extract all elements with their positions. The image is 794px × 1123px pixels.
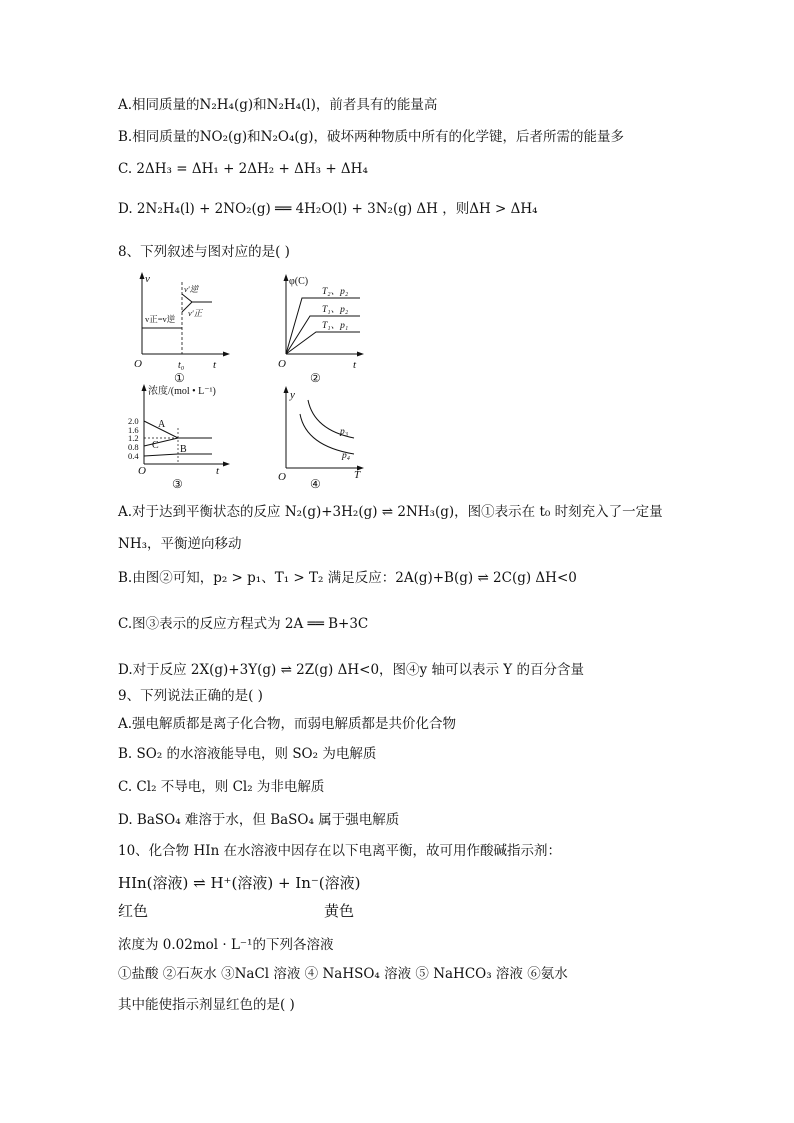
q8-option-d: D.对于反应 2X(g)+3Y(g) ⇌ 2Z(g) ΔH<0，图④y 轴可以表示 Y 的百分含量 — [118, 662, 584, 678]
fig2-series-2: T₁、p₂ — [322, 305, 349, 315]
q8-option-a-line1: A.对于达到平衡状态的反应 N₂(g)+3H₂(g) ⇌ 2NH₃(g)，图①表示在 t₀ 时刻充入了一定量 — [118, 504, 663, 520]
fig3-tick: 1.2 — [128, 433, 139, 443]
q10-stem: 10、化合物 HIn 在水溶液中因存在以下电离平衡，故可用作酸碱指示剂： — [118, 843, 562, 859]
fig2-origin: O — [278, 358, 286, 370]
fig2-number: ② — [310, 371, 321, 385]
q10-concentration: 浓度为 0.02mol · L⁻¹的下列各溶液 — [118, 937, 334, 953]
q7-option-b: B.相同质量的NO₂(g)和N₂O₄(g)，破坏两种物质中所有的化学键，后者所需的能量多 — [118, 129, 625, 145]
fig3-x-label: t — [216, 465, 220, 477]
fig2-series-1: T₂、p₂ — [322, 287, 349, 297]
q9-option-b: B. SO₂ 的水溶液能导电，则 SO₂ 为电解质 — [118, 746, 377, 762]
fig3-tick: 0.4 — [128, 451, 139, 461]
fig2-y-label: φ(C) — [289, 276, 309, 287]
fig4-y-label: y — [290, 389, 295, 401]
fig3-label-c: C — [152, 440, 159, 451]
fig4-x-label: T — [354, 469, 361, 481]
fig1-y-label: v — [145, 273, 150, 285]
fig1-label-reverse: v′逆 — [184, 284, 199, 294]
figure-1 — [126, 268, 236, 385]
fig3-number: ③ — [172, 477, 183, 491]
q9-option-d: D. BaSO₄ 难溶于水，但 BaSO₄ 属于强电解质 — [118, 812, 400, 828]
q9-option-c: C. Cl₂ 不导电，则 Cl₂ 为非电解质 — [118, 779, 325, 795]
fig3-y-label: 浓度/(mol • L⁻¹) — [148, 386, 216, 397]
fig3-tick: 1.6 — [128, 425, 139, 435]
figure-3 — [126, 378, 236, 490]
q7-option-d: D. 2N₂H₄(l) + 2NO₂(g) ══ 4H₂O(l) + 3N₂(g) ΔH ，则ΔH > ΔH₄ — [118, 201, 538, 217]
fig3-tick: 0.8 — [128, 442, 139, 452]
fig3-origin: O — [138, 465, 146, 477]
fig3-tick: 2.0 — [128, 416, 139, 426]
fig1-label-equal: v正=v逆 — [145, 314, 176, 324]
q9-option-a: A.强电解质都是离子化合物，而弱电解质都是共价化合物 — [118, 716, 457, 732]
fig2-x-label: t — [353, 359, 357, 371]
q10-red-label: 红色 — [118, 902, 149, 920]
figure-2 — [276, 268, 376, 385]
q9-stem: 9、下列说法正确的是( ) — [118, 688, 263, 704]
q10-options: ①盐酸 ②石灰水 ③NaCl 溶液 ④ NaHSO₄ 溶液 ⑤ NaHCO₃ 溶液 ⑥氨水 — [118, 966, 568, 982]
q8-option-a-line2: NH₃，平衡逆向移动 — [118, 536, 242, 552]
q8-option-b: B.由图②可知，p₂ > p₁、T₁ > T₂ 满足反应：2A(g)+B(g) ⇌ 2C(g) ΔH<0 — [118, 570, 577, 586]
fig4-label-p3: p₃ — [340, 427, 349, 437]
figure-4 — [276, 378, 376, 490]
fig1-origin: O — [134, 358, 142, 370]
q7-option-c: C. 2ΔH₃ = ΔH₁ + 2ΔH₂ + ΔH₃ + ΔH₄ — [118, 161, 368, 177]
q10-equation: HIn(溶液) ⇌ H⁺(溶液) + In⁻(溶液) — [118, 874, 361, 892]
q8-option-c: C.图③表示的反应方程式为 2A ══ B+3C — [118, 616, 369, 632]
fig1-t0-label: t₀ — [178, 360, 185, 371]
fig1-label-forward: v′正 — [188, 308, 203, 318]
fig3-label-a: A — [158, 419, 166, 430]
q10-question: 其中能使指示剂显红色的是( ) — [118, 997, 295, 1013]
q10-yellow-label: 黄色 — [324, 902, 355, 920]
fig1-x-label: t — [213, 359, 217, 371]
q7-option-a: A.相同质量的N₂H₄(g)和N₂H₄(l)，前者具有的能量高 — [118, 97, 438, 113]
fig3-label-b: B — [180, 444, 187, 455]
fig4-origin: O — [278, 471, 286, 483]
fig4-label-p4: p₄ — [342, 451, 351, 461]
fig1-number: ① — [174, 371, 185, 385]
q8-stem: 8、下列叙述与图对应的是( ) — [118, 244, 290, 260]
fig4-number: ④ — [310, 477, 321, 491]
fig2-series-3: T₁、p₁ — [322, 321, 349, 331]
